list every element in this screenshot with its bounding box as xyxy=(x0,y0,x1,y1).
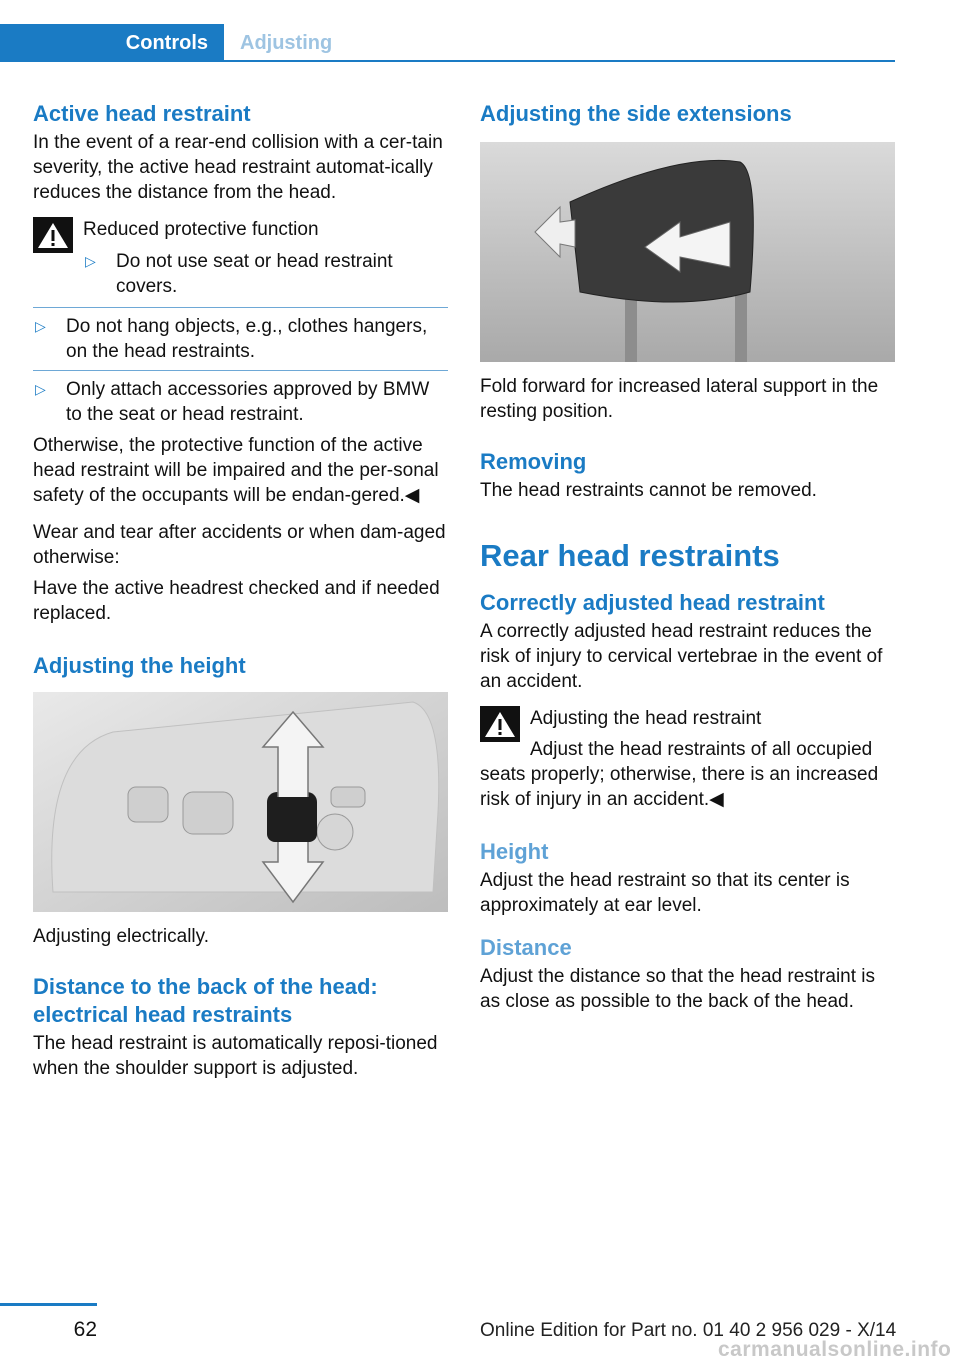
warning-title: Reduced protective function xyxy=(83,219,319,240)
correctly-adjusted-text: A correctly adjusted head restraint reduces the risk of injury to cervical vertebrae in the event of an accident. xyxy=(480,621,883,692)
warning-triangle-icon xyxy=(33,217,73,253)
removing-text: The head restraints cannot be removed. xyxy=(480,480,817,501)
list-item xyxy=(33,314,448,364)
warning-text-continued: seats properly; otherwise, there is an increased risk of injury in an accident.◀ xyxy=(480,764,879,810)
page-header xyxy=(0,0,895,62)
warning-title: Adjusting the head restraint xyxy=(530,708,762,729)
active-head-restraint-heading: Active head restraint xyxy=(33,101,251,126)
warning-bullet-text: Do not use seat or head restraint covers. xyxy=(116,251,393,297)
watermark-text: carmanualsonline.info xyxy=(718,1338,952,1361)
otherwise-text: Otherwise, the protective function of the active head restraint will be impaired and the per-sonal safety of the occupants will be endan-gered.◀ xyxy=(33,435,439,506)
removing-heading: Removing xyxy=(480,449,587,474)
rear-head-restraints-heading: Rear head restraints xyxy=(480,538,780,573)
side-extensions-heading: Adjusting the side extensions xyxy=(480,101,792,126)
warning-triangle-icon xyxy=(480,706,520,742)
warning-block xyxy=(480,706,895,762)
seat-switch-illustration xyxy=(33,692,448,912)
edition-text: Online Edition for Part no. 01 40 2 956 029 - X/14 xyxy=(480,1320,897,1341)
wear-text: Wear and tear after accidents or when dam-aged otherwise: xyxy=(33,522,446,568)
height-heading: Height xyxy=(480,839,549,864)
distance-electrical-text: The head restraint is automatically reposi-tioned when the shoulder support is adjusted. xyxy=(33,1033,438,1079)
list-item xyxy=(33,377,448,427)
warning-block xyxy=(33,217,448,299)
caption-height: Adjusting electrically. xyxy=(33,926,210,947)
bullet-triangle-icon: ▷ xyxy=(35,318,46,334)
headrest-illustration xyxy=(480,142,895,362)
correctly-adjusted-heading: Correctly adjusted head restraint xyxy=(480,590,825,615)
right-column xyxy=(480,100,895,1014)
adjusting-height-heading: Adjusting the height xyxy=(33,653,246,678)
distance-text: Adjust the distance so that the head restraint is as close as possible to the back of the head. xyxy=(480,966,876,1012)
divider xyxy=(33,307,448,308)
bullet-triangle-icon: ▷ xyxy=(35,381,46,397)
bullet-text: Only attach accessories approved by BMW to the seat or head restraint. xyxy=(66,379,430,425)
tab-controls[interactable]: Controls xyxy=(0,24,224,62)
height-text: Adjust the head restraint so that its center is approximately at ear level. xyxy=(480,870,850,916)
warning-text: Adjust the head restraints of all occupied xyxy=(530,739,873,760)
footer-rule xyxy=(0,1303,97,1306)
tab-adjusting[interactable]: Adjusting xyxy=(240,31,333,54)
distance-heading: Distance xyxy=(480,935,572,960)
distance-electrical-heading: Distance to the back of the head: electrical head restraints xyxy=(33,974,378,1027)
warning-bullet xyxy=(83,249,448,299)
page-number: 62 xyxy=(73,1318,97,1341)
header-rule xyxy=(0,60,895,62)
bullet-text: Do not hang objects, e.g., clothes hangers, on the head restraints. xyxy=(66,316,428,362)
caption-side: Fold forward for increased lateral support in the resting position. xyxy=(480,376,879,422)
active-intro-text: In the event of a rear-end collision with a cer-tain severity, the active head restraint automat-ically reduces the distance from the head. xyxy=(33,132,443,203)
left-column xyxy=(33,100,448,1081)
bullet-triangle-icon: ▷ xyxy=(85,253,96,269)
divider xyxy=(33,370,448,371)
check-text: Have the active headrest checked and if needed replaced. xyxy=(33,578,440,624)
